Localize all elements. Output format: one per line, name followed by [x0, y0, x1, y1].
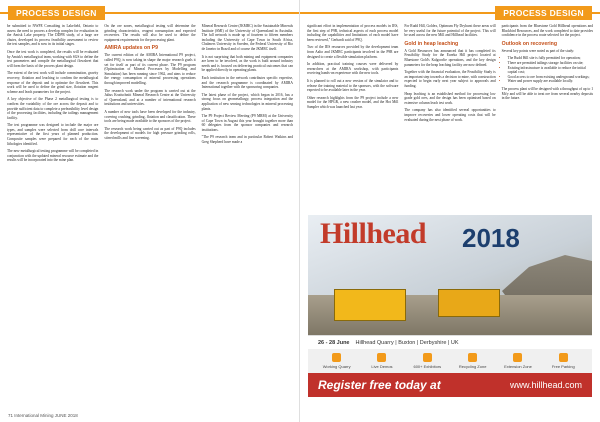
paragraph: A key objective of the Phase 2 metallurgical testing is to confirm the variability of the ore across the deposit and to provide sufficient data to complete a prefeasibility level design of the processing facilities, including the tailings management facility.: [7, 97, 99, 120]
paragraph: The P9 Project Review Meeting (P9 MRM) at the University of Cape Town in August this year brought together more than 60 delegates from the sponsor companies and research institutions.: [201, 114, 293, 132]
paragraph: The company has also identified several opportunities to improve recoveries and lower operating costs that will be evaluated during the next phase of work.: [404, 108, 496, 122]
bullet-item: • Existing infrastructure is available to reduce the initial capital cost;: [508, 66, 593, 75]
ad-feature: [359, 349, 404, 373]
ad-feature: [450, 349, 495, 373]
paragraph: The research work being carried out as part of P9Q includes the development of models for high pressure grinding rolls, stirred mills and fine screening.: [104, 126, 196, 140]
section-header: [300, 6, 600, 20]
section-header: [0, 6, 300, 20]
register-banner[interactable]: [308, 373, 592, 397]
paragraph: The extent of the test work will include comminution, gravity recovery, flotation and leaching to confirm the metallurgical response of the deposit and to optimise the flowsheet. This work will be used to define the grind size, flotation reagent scheme and leach parameters for the project.: [7, 71, 99, 94]
bullet-item: • There are permitted tailings storage facilities on site;: [508, 61, 593, 66]
paragraph: It is planned to roll out a new version of the simulator and to release the training material to the sponsors, with the software expected to be available later in the year.: [307, 78, 399, 93]
quarry-machine-icon: [334, 289, 406, 321]
paragraph: Heap leaching is an established method for processing low grade gold ores, and the design has been optimised based on extensive column leach test work.: [404, 91, 496, 105]
feature-label: Free Parking: [551, 364, 575, 369]
feature-label: Live Demos: [371, 364, 393, 369]
ad-year: 2018: [462, 223, 520, 253]
text-column: [202, 24, 293, 408]
feature-label: Working Quarry: [322, 364, 351, 369]
ad-venue: Hillhead Quarry | Buxton | Derbyshire | UK: [355, 340, 459, 346]
paragraph: The research work under the program is carried out at the Julius Kruttschnitt Mineral Research Centre at the University of Queensland, and at a number of international research institutions and universities.: [104, 88, 196, 107]
article-columns: [307, 24, 593, 210]
paragraph: participants from the Bluestone Gold Hillhead operations and Blackbird Resources, and the work completed to date provides confidence in the process route selected for the project.: [501, 24, 593, 38]
paragraph: A Gold Resources has announced that it has completed its Feasibility Study for the Eureka Hill project located at Bluestone Gold's Kalgoorlie operations, and the key design parameters for the heap leaching facility are now defined.: [404, 48, 496, 67]
feature-label: Extension Zone: [504, 364, 532, 369]
paragraph: significant effort in implementation of process models in IES, the first step of P9R, technical aspects of each process model including the capabilities and limitations of each model have been reviewed," Gerhardt said of P9Q.: [307, 24, 399, 42]
ad-dates-bar: [308, 335, 592, 350]
paragraph: The new metallurgical testing programme will be completed in conjunction with the updated mineral resource estimate and the results will be incorporated into the mine plan.: [7, 149, 99, 163]
hillhead-advert[interactable]: [308, 215, 592, 397]
paragraph: Two of the IES resources provided by the development team from Aalto and JKMRC participants involved in the P9R are designed to create a flexible simulation platform.: [307, 45, 399, 59]
paragraph: The latest phase of the project, which began in 2016, has a strong focus on geometallurgy, process integration and the application of new sensing technologies in mineral processing plants.: [201, 92, 293, 111]
right-page: [300, 0, 600, 422]
paragraph: Other research highlights from the P9 project include a new model for the HPGR, a new crusher model, and the Hot Mill Sampler which was launched last year.: [307, 95, 399, 109]
section-label: PROCESS DESIGN: [8, 6, 105, 20]
page-footer: 71 International Mining JUNE 2018: [8, 413, 78, 418]
bullet-item: • The Rudd Hill site is fully permitted for operation;: [508, 56, 593, 61]
text-column: [404, 24, 495, 210]
ad-title: Hillhead: [320, 217, 427, 250]
bullet-item: • Good access to ore from existing underground workings;: [508, 75, 593, 80]
paragraph: The current edition of the AMIRA International P9 project, called P9Q, is now taking in shape the major research goals it set for itself as part of its current phase. The P9 program (Optimisation of Mineral Processes by Modelling and Simulation) has been running since 1962, and aims to reduce the energy consumption of mineral processing operations through improved modelling.: [104, 53, 196, 85]
ad-feature: [405, 349, 450, 373]
feature-label: 600+ Exhibitors: [413, 364, 442, 369]
paragraph: Several key points were noted as part of the study:: [501, 48, 575, 53]
section-label: PROCESS DESIGN: [495, 6, 592, 20]
paragraph: Once the test work is completed, the results will be evaluated by Amisk's metallurgical team, working with SGS to define the test parameters and compile the metallurgical flowsheet that will form the basis of the process plant design.: [7, 49, 99, 68]
text-column: [104, 24, 195, 408]
subheading: AMIRA updates on P9: [104, 45, 159, 52]
ad-feature: [495, 349, 540, 373]
bullet-item: • Water and power supply are available locally.: [508, 79, 593, 84]
feature-icon: [513, 353, 522, 362]
paragraph: Together with the financial evaluation, the Feasibility Study is an important step towards a decision to mine, with construction expected to begin early next year subject to approvals and funding.: [404, 70, 496, 88]
paragraph: Mineral Research Centre (JKMRC) in the Sustainable Minerals Institute (SMI) of the University of Queensland in Australia. The full network is made up of fourteen to fifteen members including the University of Cape Town in South Africa, Chalmers University in Sweden, the Federal University of Rio de Janeiro in Brazil and of course the JKMRC itself.: [201, 24, 293, 51]
register-url[interactable]: www.hillhead.com: [509, 380, 582, 390]
paragraph: "The P9 research team and in particular Robert Watkins and Greg Shepherd have made a: [201, 135, 293, 145]
feature-icon: [377, 353, 386, 362]
paragraph: For Rudd Hill, Goldex, Optimum Fly Dryhurst these areas will be very useful for the future potential of the project. This will be used across the new Mill and Hillhead facilities.: [404, 24, 496, 38]
article-columns: [7, 24, 293, 408]
paragraph: The test programme was designed to include the major ore types, and samples were selected from drill core intervals representative of the first years of planned production. Composite samples were prepared for each of the main lithologies identified.: [7, 123, 99, 146]
paragraph: A number of new tools have been developed for the industry, covering crushing, grinding, flotation and classification. These tools are being made available to the sponsors of the project.: [104, 109, 196, 124]
register-text: Register free today at: [318, 378, 441, 392]
text-column: [7, 24, 98, 408]
paragraph: In addition, practical training courses were delivered by researchers at the AMIRA workshop, with participants receiving hands-on experience with the new tools.: [307, 62, 399, 76]
feature-icon: [559, 353, 568, 362]
paragraph: It is not surprising that both mining and equipment companies are keen to be involved, as the work is built around industry needs and is focused on delivering practical outcomes that can be applied directly in operating plants.: [201, 54, 293, 73]
ad-feature-strip: [308, 349, 592, 373]
paragraph: The process plant will be designed with a throughput of up to 1 Mt/y and will be able to treat ore from several nearby deposits in the future.: [501, 86, 593, 101]
ad-feature: [314, 349, 359, 373]
ad-feature: [541, 349, 586, 373]
feature-label: Recycling Zone: [458, 364, 487, 369]
feature-icon: [332, 353, 341, 362]
ad-photo: [308, 215, 592, 335]
subheading: Gold in heap leaching: [404, 40, 459, 47]
paragraph: Each institution in the network contributes specific expertise, and the research programme is coordinated by AMIRA International together with the sponsoring companies.: [201, 75, 293, 90]
text-column: [502, 24, 593, 210]
paragraph: On the ore zones, metallurgical testing will determine the grinding characteristics, reagent consumption and expected recoveries. The results will also be used to define the equipment requirements for the processing plant.: [104, 24, 196, 42]
feature-icon: [423, 353, 432, 362]
paragraph: be submitted to NWFE Consulting in Lakefield, Ontario to assess the need to process a develop complex for evaluation in the Amisk Lake property. The DDPR study, of a large ore chutes, developed its process feasibility assessment to review the test samples, and is now in its initial stages.: [7, 24, 99, 47]
ad-dates: 26 - 28 June: [318, 340, 350, 346]
feature-icon: [468, 353, 477, 362]
excavator-icon: [438, 289, 500, 317]
text-column: [307, 24, 398, 210]
bullet-list: [502, 56, 593, 84]
subheading: Outlook on recovering: [501, 40, 557, 47]
